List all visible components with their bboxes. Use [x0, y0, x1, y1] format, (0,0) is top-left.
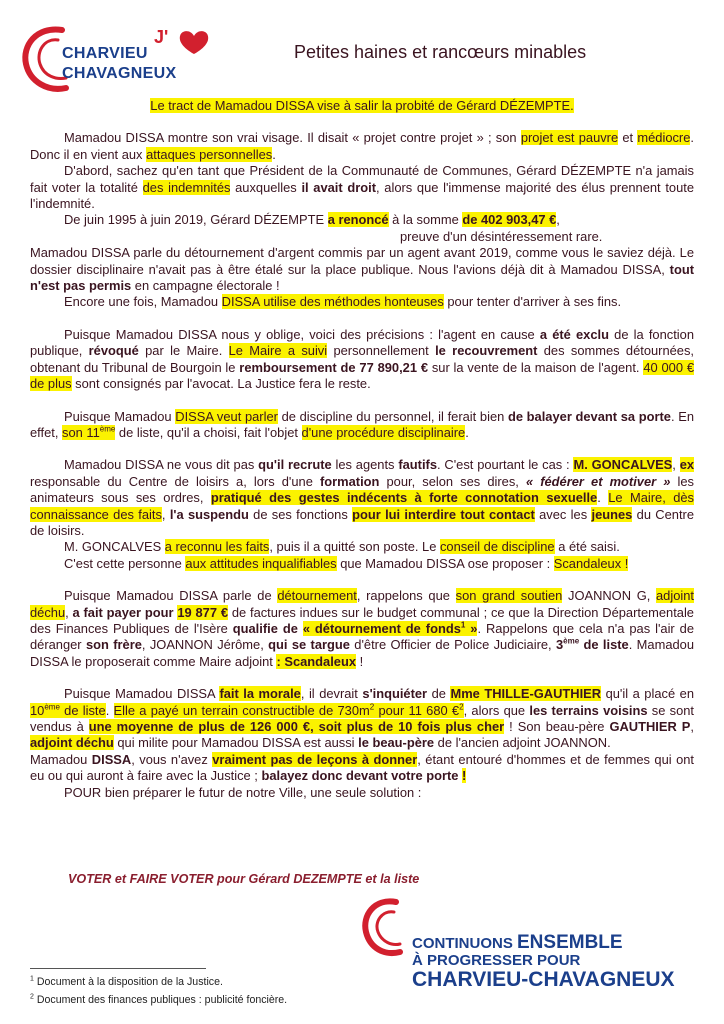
p12-highlight-4-sup: 2: [369, 702, 375, 712]
p1-highlight-2: médiocre: [637, 130, 691, 146]
p2-text-b: auxquelles: [230, 179, 302, 195]
slogan-line-1: [412, 932, 623, 954]
p2-text-a: D'abord, sachez qu'en tant que Président de la Communauté de Communes, Gérard DÉZEMPTE n'a jamais fait voter la totalité: [30, 163, 694, 195]
intro-line: [30, 98, 694, 114]
p3-highlight-1: a renoncé: [327, 212, 389, 228]
p12-text-a: Puisque Mamadou DISSA: [64, 686, 220, 702]
paragraph-3: [30, 212, 694, 228]
p9-highlight-2: conseil de discipline: [439, 539, 555, 555]
footnote-1-number: 1: [30, 975, 34, 983]
p3-text-d: preuve d'un désintéressement rare.: [400, 228, 603, 244]
p12-highlight-3-text: de liste: [59, 702, 106, 718]
p8-text-h: .: [597, 490, 609, 506]
p7-text-e: .: [465, 424, 469, 440]
p11-text-d: ,: [65, 604, 73, 620]
footnote-2-text: Document des finances publiques : publicité foncière.: [33, 994, 288, 1006]
p4-text-b: en campagne électorale !: [131, 278, 280, 294]
p6-text-c: par le Maire.: [138, 343, 229, 359]
paragraph-12: [30, 686, 694, 752]
p12-text-i: ,: [690, 719, 694, 734]
paragraph-3-continuation: [30, 229, 694, 245]
p8-highlight-2: ex: [679, 457, 695, 473]
heart-swoosh-icon: [360, 894, 420, 964]
paragraph-9: [30, 539, 694, 555]
p8-text-g: les animateurs sous ses ordres,: [30, 473, 694, 506]
p12-highlight-5: une moyenne de plus de 126 000 €, soit plus de 10 fois plus cher: [88, 719, 505, 734]
p6-text-b: de la fonction publique,: [30, 326, 694, 359]
p8-text-l: du Centre de loisirs.: [30, 506, 694, 538]
p12-text-d: qu'il a placé en: [601, 686, 694, 702]
paragraph-13: [30, 752, 694, 785]
p12-text-k: de l'ancien adjoint JOANNON.: [434, 735, 611, 751]
p8-bold-5: l'a suspendu: [169, 506, 249, 522]
p6-bold-3: le recouvrement: [435, 343, 538, 359]
p12-highlight-2: Mme THILLE-GAUTHIER: [450, 686, 602, 702]
slogan-line-2: À PROGRESSER POUR: [412, 952, 581, 969]
p12-bold-3: GAUTHIER P: [609, 719, 691, 734]
p11-text-i: , JOANNON Jérôme,: [141, 637, 269, 653]
p2-highlight-1: des indemnités: [142, 179, 231, 195]
p8-text-k: avec les: [534, 506, 592, 522]
p8-highlight-3: pratiqué des gestes indécents à forte connotation sexuelle: [210, 490, 598, 506]
p14-text: POUR bien préparer le futur de notre Ville, une seule solution :: [64, 784, 422, 800]
p12-highlight-6: adjoint déchu: [30, 735, 114, 751]
p13-highlight-1: vraiment pas de leçons à donner: [212, 751, 418, 767]
footnote-ref-1: 1: [460, 620, 466, 630]
p8-highlight-5: pour lui interdire tout contact: [352, 506, 535, 522]
p12-highlight-3-num: 10: [30, 702, 45, 718]
slogan-line-3: CHARVIEU-CHAVAGNEUX: [412, 968, 675, 991]
p10-highlight-2: Scandaleux !: [553, 555, 629, 571]
p11-bold-1: a fait payer pour: [72, 604, 174, 620]
p1-text-c: . Donc il en vient aux: [30, 130, 694, 162]
p11-bold-5: [556, 637, 629, 652]
p11-bold-2: qualifie de: [232, 620, 298, 636]
p10-text-a: C'est cette personne: [64, 555, 186, 571]
p12-text-g: se sont vendus à: [30, 702, 694, 734]
slogan-ensemble: ENSEMBLE: [517, 932, 623, 953]
p1-text-b: et: [618, 130, 638, 146]
p11-highlight-2: son grand soutien: [455, 588, 563, 604]
p12-highlight-3-sup: ème: [44, 702, 60, 712]
p3-text-c: ,: [556, 212, 560, 228]
p12-highlight-3: [30, 703, 106, 718]
p1-text-d: .: [272, 146, 276, 162]
p11-bold-5-sup: ème: [563, 637, 580, 647]
p4-bold-1: tout n'est pas permis: [30, 261, 694, 294]
p8-text-e: responsable du Centre de loisirs a, lors d'une: [30, 473, 320, 489]
footnote-2: [30, 994, 287, 1006]
p7-text-d: de liste, qu'il a choisi, fait l'objet: [115, 424, 302, 440]
paragraph-8: [30, 457, 694, 539]
p11-bold-5-num: 3: [555, 637, 564, 653]
p7-bold-1: de balayer devant sa porte: [507, 408, 671, 424]
slogan-continuons: CONTINUONS: [412, 935, 517, 952]
paragraph-7: [30, 409, 694, 442]
p6-bold-1: a été exclu: [539, 326, 609, 342]
paragraph-2: [30, 163, 694, 212]
p7-highlight-2-text: son 11: [62, 424, 100, 440]
footnote-2-number: 2: [30, 993, 34, 1001]
p13-highlight-2: !: [462, 768, 467, 784]
p12-text-f: , alors que: [463, 702, 530, 718]
p13-text-b: , vous n'avez: [131, 751, 213, 767]
p11-text-l: !: [356, 653, 364, 669]
p7-highlight-2: [62, 425, 115, 440]
call-to-vote: VOTER et FAIRE VOTER pour Gérard DEZEMPTE et la liste: [68, 872, 420, 886]
p8-text-d: ,: [672, 457, 680, 473]
p12-highlight-4-text: Elle a payé un terrain constructible de 730m: [113, 702, 370, 718]
p5-text-b: pour tenter d'arriver à ses fins.: [443, 294, 622, 310]
p6-highlight-1: Le Maire a suivi: [228, 343, 328, 359]
footnote-1: [30, 976, 223, 988]
p7-highlight-1: DISSA veut parler: [175, 408, 278, 424]
p7-text-c: . En effet,: [30, 408, 694, 440]
p7-text-b: de discipline du personnel, il ferait bien: [277, 408, 508, 424]
continuons-ensemble-logo: [360, 892, 700, 1002]
p8-bold-3: formation: [319, 473, 380, 489]
p12-text-h: ! Son beau-père: [504, 719, 610, 734]
p5-text-a: Encore une fois, Mamadou: [64, 294, 222, 310]
p11-text-f: de factures indues sur le budget communal ; ce que la Direction Départementale des Finances Publiques de l'Isère: [30, 604, 694, 636]
p12-bold-4: le beau-père: [358, 735, 435, 751]
p12-highlight-4-text-b: pour 11 680 €: [374, 702, 460, 718]
p7-highlight-3: d'une procédure disciplinaire: [301, 424, 466, 440]
p11-highlight-5-end: »: [465, 620, 478, 636]
p9-text-b: , puis il a quitté son poste. Le: [269, 539, 440, 555]
p12-text-j: qui milite pour Mamadou DISSA est aussi: [113, 735, 359, 751]
p6-text-e: des sommes détournées, obtenant du Tribunal de Bourgoin le: [30, 343, 694, 375]
logo-charvieu-text: CHARVIEU: [62, 45, 148, 62]
p11-highlight-3: adjoint déchu: [30, 588, 694, 620]
paragraph-1: [30, 130, 694, 163]
logo-j-text: J': [154, 27, 169, 47]
p6-highlight-2: 40 000 € de plus: [30, 359, 694, 392]
p9-text-a: M. GONCALVES: [64, 539, 165, 555]
p6-text-g: sont consignés par l'avocat. La Justice fera le reste.: [71, 376, 371, 392]
p5-highlight-1: DISSA utilise des méthodes honteuses: [221, 294, 444, 310]
p8-text-a: Mamadou DISSA ne vous dit pas: [64, 457, 259, 473]
p8-bold-1: qu'il recrute: [258, 457, 332, 473]
p10-highlight-1: aux attitudes inqualifiables: [185, 555, 337, 571]
p11-text-a: Puisque Mamadou DISSA parle de: [64, 588, 278, 604]
p1-highlight-1: projet est pauvre: [520, 130, 619, 146]
p13-text-c: , étant entouré d'hommes et de femmes qui ont eu ou qui auront à faire avec la Justice ;: [30, 751, 695, 784]
paragraph-11: [30, 588, 694, 670]
p6-text-a: Puisque Mamadou DISSA nous y oblige, voici des précisions : l'agent en cause: [64, 326, 540, 342]
footnote-1-text: Document à la disposition de la Justice.: [33, 976, 223, 988]
paragraph-5: [30, 294, 694, 310]
p11-highlight-4: 19 877 €: [177, 604, 229, 620]
p12-highlight-4: [114, 703, 464, 718]
p12-highlight-1: fait la morale: [219, 686, 301, 702]
paragraph-4: [30, 245, 694, 294]
p8-highlight-4: Le Maire, dès connaissance des faits: [30, 490, 694, 522]
p11-highlight-5-text: « détournement de fonds: [302, 620, 461, 636]
p6-text-d: personnellement: [327, 343, 436, 359]
p11-highlight-5: [303, 621, 478, 636]
paragraph-6: [30, 327, 694, 393]
p12-bold-2: les terrains voisins: [529, 702, 648, 718]
p10-text-b: que Mamadou DISSA ose proposer :: [336, 555, 554, 571]
p13-bold-2: balayez donc devant votre porte: [261, 768, 459, 784]
p7-highlight-2-sup: ème: [99, 424, 116, 434]
p8-text-i: ,: [161, 506, 170, 522]
paragraph-14: [30, 785, 694, 801]
footnote-ref-2: 2: [459, 702, 464, 712]
footnote-divider: [30, 968, 206, 969]
p11-text-b: , rappelons que: [356, 588, 456, 604]
tract-body: [30, 98, 694, 801]
p12-text-e: .: [105, 702, 114, 718]
p11-bold-3: son frère: [85, 637, 142, 653]
jaime-charvieu-logo: [18, 22, 228, 100]
logo-chavagneux-text: CHAVAGNEUX: [62, 65, 177, 82]
p6-bold-4: remboursement de 77 890,21 €: [239, 359, 428, 375]
p13-text-a: Mamadou: [30, 751, 92, 767]
p7-text-a: Puisque Mamadou: [64, 408, 176, 424]
p6-text-f: sur la vente de la maison de l'agent.: [428, 359, 644, 375]
p1-highlight-3: attaques personnelles: [146, 146, 273, 162]
intro-highlight: Le tract de Mamadou DISSA vise à salir la probité de Gérard DÉZEMPTE.: [150, 98, 574, 113]
p3-highlight-2: de 402 903,47 €: [462, 212, 557, 228]
paragraph-10: [30, 556, 694, 572]
p3-text-b: à la somme: [388, 212, 463, 228]
p11-text-j: d'être Officier de Police Judiciaire,: [349, 637, 556, 653]
p11-text-h: . Rappelons que cela n'a pas l'air de déranger: [30, 620, 695, 653]
p2-text-c: , alors que l'immense majorité des élus prennent toute l'indemnité.: [30, 179, 694, 212]
p9-highlight-1: a reconnu les faits: [164, 539, 270, 555]
p8-bold-2: fautifs: [398, 457, 438, 473]
p8-text-b: les agents: [331, 457, 399, 473]
p8-highlight-6: jeunes: [591, 506, 633, 522]
p11-bold-5-text: de liste: [579, 637, 629, 653]
p8-highlight-1: M. GONCALVES: [573, 457, 673, 473]
p8-bold-4: « fédérer et motiver »: [525, 473, 671, 489]
p8-text-f: pour, selon ses dires,: [379, 473, 526, 489]
p11-bold-4: qui se targue: [268, 637, 350, 653]
p12-text-b: , il devrait: [300, 686, 363, 702]
p11-highlight-1: détournement: [277, 588, 357, 604]
p2-bold-1: il avait droit: [301, 179, 377, 195]
p12-text-c: de: [427, 686, 451, 702]
p3-text-a: De juin 1995 à juin 2019, Gérard DÉZEMPTE: [64, 212, 328, 228]
p11-text-k: . Mamadou DISSA le proposerait comme Maire adjoint: [30, 637, 694, 669]
p11-text-c: JOANNON G,: [562, 588, 656, 604]
p8-text-c: . C'est pourtant le cas :: [437, 457, 574, 473]
p6-bold-2: révoqué: [88, 343, 139, 359]
p11-highlight-6: : Scandaleux: [276, 653, 356, 669]
p1-text-a: Mamadou DISSA montre son vrai visage. Il disait « projet contre projet » ; son: [64, 130, 521, 146]
p13-bold-1: DISSA: [91, 751, 132, 767]
p4-text-a: Mamadou DISSA parle du détournement d'argent commis par un agent avant 2019, comme vous le saviez déjà. Le dossier disciplinaire n'avait pas à être étalé sur la place publique. Nous l'avions déjà dit à Mamadou DISSA,: [30, 245, 694, 277]
p12-bold-1: s'inquiéter: [362, 686, 428, 702]
p8-text-j: de ses fonctions: [248, 506, 353, 522]
page-title: Petites haines et rancœurs minables: [294, 42, 587, 62]
p9-text-c: a été saisi.: [554, 539, 620, 555]
